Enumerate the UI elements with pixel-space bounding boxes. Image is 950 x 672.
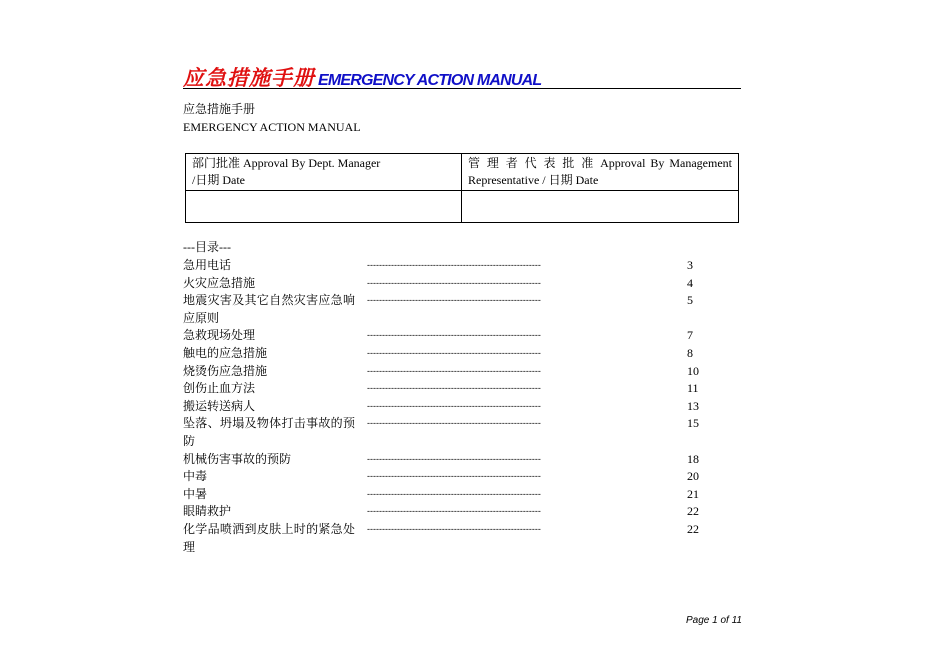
toc-entry-name: 中暑 (183, 486, 208, 501)
toc-entry-leader: ---------------------------------------------------------- (367, 418, 541, 429)
toc-entry-name: 坠落、坍塌及物体打击事故的预防 (183, 416, 355, 448)
toc-entry-leader: ---------------------------------------------------------- (367, 330, 541, 341)
toc-entry-page: 15 (687, 416, 699, 431)
toc-entry-name: 急用电话 (183, 258, 232, 272)
toc-entry-page: 3 (687, 258, 693, 272)
toc-entry-leader: ---------------------------------------------------------- (367, 488, 541, 499)
dept-manager-label: 部门批准 Approval By Dept. Manager (192, 156, 381, 170)
toc-entry-page: 21 (687, 486, 699, 501)
toc-entry-name: 中毒 (183, 469, 208, 484)
toc-entry-page: 10 (687, 363, 699, 378)
toc-entry-page: 8 (687, 346, 693, 360)
page-number: Page 1 of 11 (686, 615, 742, 626)
toc-entry-page: 13 (687, 398, 699, 413)
toc-entry-leader: ---------------------------------------------------------- (367, 295, 541, 306)
toc-entry-leader: ---------------------------------------------------------- (367, 383, 541, 394)
header-title-en: EMERGENCY ACTION MANUAL (318, 72, 542, 89)
toc-entry-name: 烧烫伤应急措施 (183, 363, 268, 378)
toc-entry-name: 创伤止血方法 (183, 381, 256, 396)
page-header (183, 62, 741, 89)
toc-entry-leader: ---------------------------------------------------------- (367, 400, 541, 411)
toc-entry-page: 20 (687, 469, 699, 484)
document-title-cn: 应急措施手册 (183, 102, 256, 116)
toc-entry-page: 22 (687, 522, 699, 536)
toc-entry-page: 5 (687, 293, 693, 308)
toc-entry-name: 搬运转送病人 (183, 398, 256, 413)
toc-entry-name: 触电的应急措施 (183, 346, 268, 360)
toc-entry-leader: ---------------------------------------------------------- (367, 453, 541, 464)
dept-manager-signature-cell[interactable] (186, 191, 462, 223)
dept-manager-date-label: /日期 Date (192, 173, 245, 187)
toc-entry-name: 眼睛救护 (183, 504, 232, 519)
toc-entry-leader: ---------------------------------------------------------- (367, 365, 541, 376)
toc-entry-page: 18 (687, 451, 699, 466)
toc-entry-page: 22 (687, 504, 699, 519)
management-rep-signature-cell[interactable] (462, 191, 739, 223)
document-title-en: EMERGENCY ACTION MANUAL (183, 120, 361, 134)
toc-entry-leader: ---------------------------------------------------------- (367, 277, 541, 288)
toc-entry-name: 机械伤害事故的预防 (183, 451, 292, 466)
toc-entry-leader: ---------------------------------------------------------- (367, 506, 541, 517)
toc-entry-leader: ---------------------------------------------------------- (367, 524, 541, 534)
toc-entry-name: 地震灾害及其它自然灾害应急响应原则 (183, 293, 355, 325)
toc-entry-leader: ---------------------------------------------------------- (367, 260, 541, 270)
management-rep-label: 管 理 者 代 表 批 准 Approval By Management (468, 156, 732, 170)
toc-entry-name: 化学品喷洒到皮肤上时的紧急处理 (183, 522, 355, 554)
toc-entry-page: 7 (687, 328, 693, 343)
toc-entry-leader: ---------------------------------------------------------- (367, 348, 541, 358)
management-rep-date-label: Representative / 日期 Date (468, 173, 599, 187)
management-rep-approval-cell (462, 154, 739, 191)
header-title-cn: 应急措施手册 (183, 66, 315, 90)
approval-table (185, 153, 739, 223)
toc-entry-name: 火灾应急措施 (183, 275, 256, 290)
toc-entry-name: 急救现场处理 (183, 328, 256, 343)
toc-entry-page: 4 (687, 275, 693, 290)
toc-title: ---目录--- (183, 240, 231, 254)
dept-manager-approval-cell (186, 154, 462, 191)
toc-entry-page: 11 (687, 381, 699, 396)
toc-entry-leader: ---------------------------------------------------------- (367, 471, 541, 482)
